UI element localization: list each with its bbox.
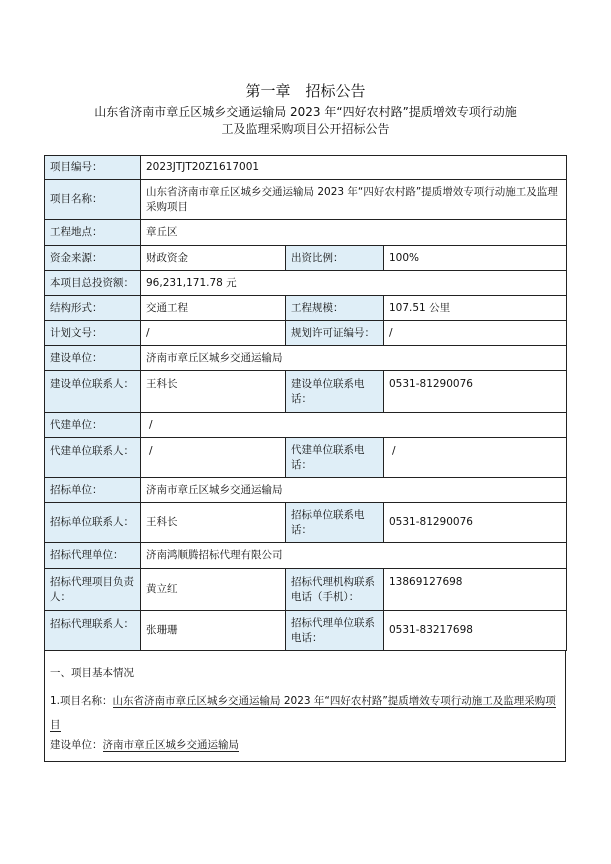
agent-builder-label: 代建单位： [45,413,141,438]
agency-mobile-value: 13869127698 [384,569,567,611]
table-row [45,371,567,413]
site-label: 工程地点： [45,220,141,246]
project-no-value: 2023JTJT20Z1617001 [141,156,567,180]
site-value: 章丘区 [141,220,567,246]
builder-contact-value: 王科长 [141,371,286,413]
table-row [45,413,567,438]
agency-pm-label: 招标代理项目负责人： [45,569,141,611]
agency-contact-value: 张珊珊 [141,611,286,651]
agent-builder-value: / [141,413,567,438]
builder-phone-value: 0531-81290076 [384,371,567,413]
tenderer-phone-label: 招标单位联系电话： [286,503,384,543]
table-row [45,611,567,651]
project-info-table [44,155,567,651]
agent-builder-contact-label: 代建单位联系人： [45,438,141,478]
ratio-label: 出资比例： [286,246,384,271]
builder-value: 济南市章丘区城乡交通运输局 [141,346,567,371]
agency-phone-value: 0531-83217698 [384,611,567,651]
agency-pm-value: 黄立红 [141,569,286,611]
agent-builder-phone-label: 代建单位联系电话： [286,438,384,478]
permit-label: 规划许可证编号： [286,321,384,346]
plan-value: / [141,321,286,346]
agency-mobile-label: 招标代理机构联系电话（手机）： [286,569,384,611]
table-row [45,438,567,478]
table-row [45,271,567,296]
total-value: 96,231,171.78 元 [141,271,567,296]
table-row [45,246,567,271]
structure-value: 交通工程 [141,296,286,321]
agency-label: 招标代理单位： [45,543,141,569]
project-name-value: 山东省济南市章丘区城乡交通运输局 2023 年“四好农村路”提质增效专项行动施工及监理采购项目 [141,180,567,220]
document-title: 山东省济南市章丘区城乡交通运输局 2023 年“四好农村路”提质增效专项行动施工及监理采购项目公开招标公告 [94,105,517,136]
table-row [45,220,567,246]
project-name-underlined: 山东省济南市章丘区城乡交通运输局 2023 年“四好农村路”提质增效专项行动施工及监理采购项目 [50,695,556,731]
tenderer-phone-value: 0531-81290076 [384,503,567,543]
agent-builder-contact-value: / [141,438,286,478]
project-name-label: 项目名称： [45,180,141,220]
fund-value: 财政资金 [141,246,286,271]
builder-phone-label: 建设单位联系电话： [286,371,384,413]
table-row [45,478,567,503]
plan-label: 计划文号： [45,321,141,346]
builder-underlined: 济南市章丘区城乡交通运输局 [102,739,239,751]
tenderer-contact-value: 王科长 [141,503,286,543]
tenderer-value: 济南市章丘区城乡交通运输局 [141,478,567,503]
agency-value: 济南鸿顺腾招标代理有限公司 [141,543,567,569]
ratio-value: 100% [384,246,567,271]
project-basics-section [44,651,566,762]
agent-builder-phone-value: / [384,438,567,478]
tenderer-label: 招标单位： [45,478,141,503]
table-row [45,321,567,346]
table-row [45,156,567,180]
chapter-title: 第一章 招标公告 [245,82,366,100]
section-heading: 一、项目基本情况 [50,667,134,679]
project-name-paragraph [50,689,564,737]
table-row [45,296,567,321]
permit-value: / [384,321,567,346]
table-row [45,569,567,611]
scale-value: 107.51 公里 [384,296,567,321]
project-name-prefix: 1.项目名称： [50,695,113,707]
scale-label: 工程规模： [286,296,384,321]
total-label: 本项目总投资额： [45,271,141,296]
structure-label: 结构形式： [45,296,141,321]
builder-prefix: 建设单位： [50,739,103,751]
agency-contact-label: 招标代理联系人： [45,611,141,651]
builder-label: 建设单位： [45,346,141,371]
tenderer-contact-label: 招标单位联系人： [45,503,141,543]
builder-contact-label: 建设单位联系人： [45,371,141,413]
table-row [45,346,567,371]
fund-label: 资金来源： [45,246,141,271]
table-row [45,543,567,569]
project-no-label: 项目编号： [45,156,141,180]
table-row [45,180,567,220]
agency-phone-label: 招标代理单位联系电话： [286,611,384,651]
builder-paragraph [50,737,239,752]
table-row [45,503,567,543]
